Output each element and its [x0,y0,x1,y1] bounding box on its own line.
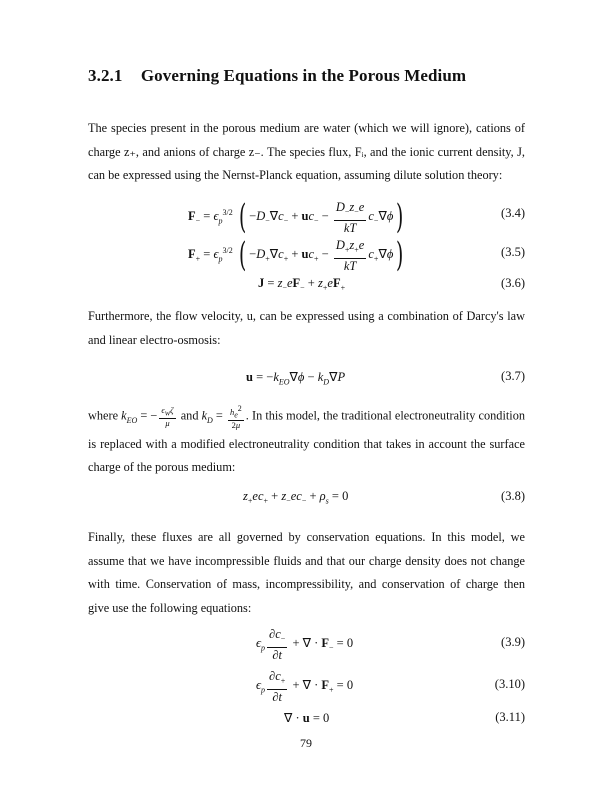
paragraph-conservation: Finally, these fluxes are all governed by conservation equations. In this model, we assume that we have incompressible fluids and that our charge density does not change with time. Conservation of mass, incompressibility, and conservation of charge then give use the following equations: [88,530,525,615]
equation-body: $\epsilon_p$ $\frac{\partial c_-}{\partial t}$ + ∇ · $F_- = 0$ [256,627,354,662]
paragraph-species: The species present in the porous medium are water (which we will ignore), cations of charge z₊, and anions of charge z₋. The species flux, Fᵢ, and the ionic current density, J, can be expressed using the Nernst-Planck equation, assuming dilute solution theory: [88,121,525,182]
section-number: 3.2.1 [88,66,123,85]
equation-body: $F_- = \epsilon_p^{3/2}$ ( $-D_-\nabla c_- + uc_-$ − $\frac{D_-z_-e}{kT}$ $c_-\nabla\phi$) [188,197,404,238]
equation-tag: (3.7) [501,369,525,383]
equation-3-9 [88,627,525,662]
equation-3-10 [88,669,525,704]
page-number: 79 [300,736,312,750]
equation-body: $J = z_-eF_- + z_+eF_+$ [258,276,346,293]
equation-tag: (3.9) [501,635,525,649]
equation-3-11 [88,710,525,728]
equation-tag: (3.6) [501,276,525,290]
paragraph-text: In this model, the traditional electroneutrality condition is replaced with a modified electroneutrality condition that takes in account the surface charge of the porous medium: [88,408,525,475]
equation-body: $\epsilon_p$ $\frac{\partial c_+}{\partial t}$ + ∇ · $F_+ = 0$ [256,669,354,704]
equation-3-8 [88,489,525,507]
equation-3-4 [88,197,525,238]
paragraph-electroneutrality: where $k_{EO}$ = − $\frac{\epsilon_w\zeta}{\mu}$ and $k_D$ = $\frac{h_e^2}{2\mu}$ . In this model, the traditional electroneutrality condition is replaced with a modified electroneutrality condition that takes in account the surface charge of the porous medium: [88,404,525,475]
equation-body: $z_+ec_+ + z_-ec_- + \rho_s = 0$ [243,489,349,506]
equation-tag: (3.5) [501,245,525,259]
equation-body: $F_+ = \epsilon_p^{3/2}$ ( $-D_+\nabla c_+ + uc_+$ − $\frac{D_+z_+e}{kT}$ $c_+\nabla\phi$) [188,235,404,276]
equation-tag: (3.11) [495,710,525,724]
equation-body: $u = -k_{EO}\nabla\phi - k_D\nabla P$ [246,370,346,387]
equation-tag: (3.10) [494,677,525,691]
equation-3-6 [88,276,525,294]
equation-body: ∇ · u = 0 [284,711,330,725]
paragraph-flow-velocity: Furthermore, the flow velocity, u, can be expressed using a combination of Darcy's law and linear electro-osmosis: [88,309,525,347]
section-title-text: Governing Equations in the Porous Medium [140,66,467,85]
equation-3-7 [88,369,525,387]
equation-3-5 [88,235,525,276]
section-heading [88,66,466,86]
equation-tag: (3.8) [501,489,525,503]
equation-tag: (3.4) [501,206,525,220]
